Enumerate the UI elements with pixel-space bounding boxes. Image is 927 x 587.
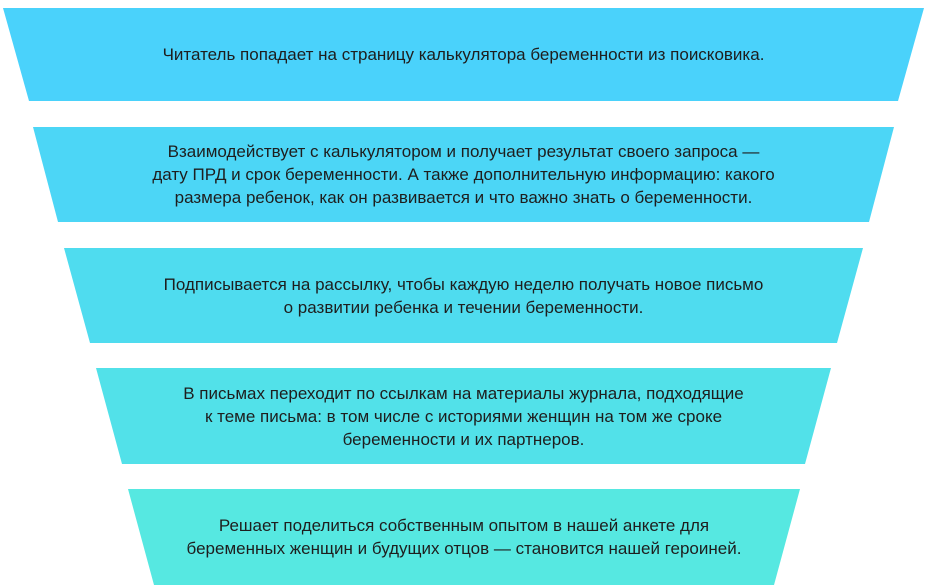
funnel-stage-1	[0, 8, 927, 101]
funnel-stage-text: Взаимодействует с калькулятором и получает результат своего запроса — дату ПРД и срок беременности. А также дополнительную информацию: какого размера ребенок, как он развивается и что важно знать о беременности.	[152, 142, 775, 207]
funnel-stage-4	[96, 368, 831, 464]
funnel-stage-text: В письмах переходит по ссылкам на материалы журнала, подходящие к теме письма: в том числе с историями женщин на том же сроке беременности и их партнеров.	[183, 383, 744, 449]
funnel-stage-text: Решает поделиться собственным опытом в нашей анкете для беременных женщин и будущих отцов — становится нашей героиней.	[186, 516, 742, 558]
funnel-stage-5	[128, 489, 800, 585]
funnel-stage-text: Подписывается на рассылку, чтобы каждую неделю получать новое письмо о развитии ребенка и течении беременности.	[163, 274, 764, 317]
funnel-stage-2	[33, 127, 894, 222]
funnel-stage-text: Читатель попадает на страницу калькулятора беременности из поисковика.	[162, 45, 765, 64]
funnel-stage-3	[64, 248, 863, 343]
